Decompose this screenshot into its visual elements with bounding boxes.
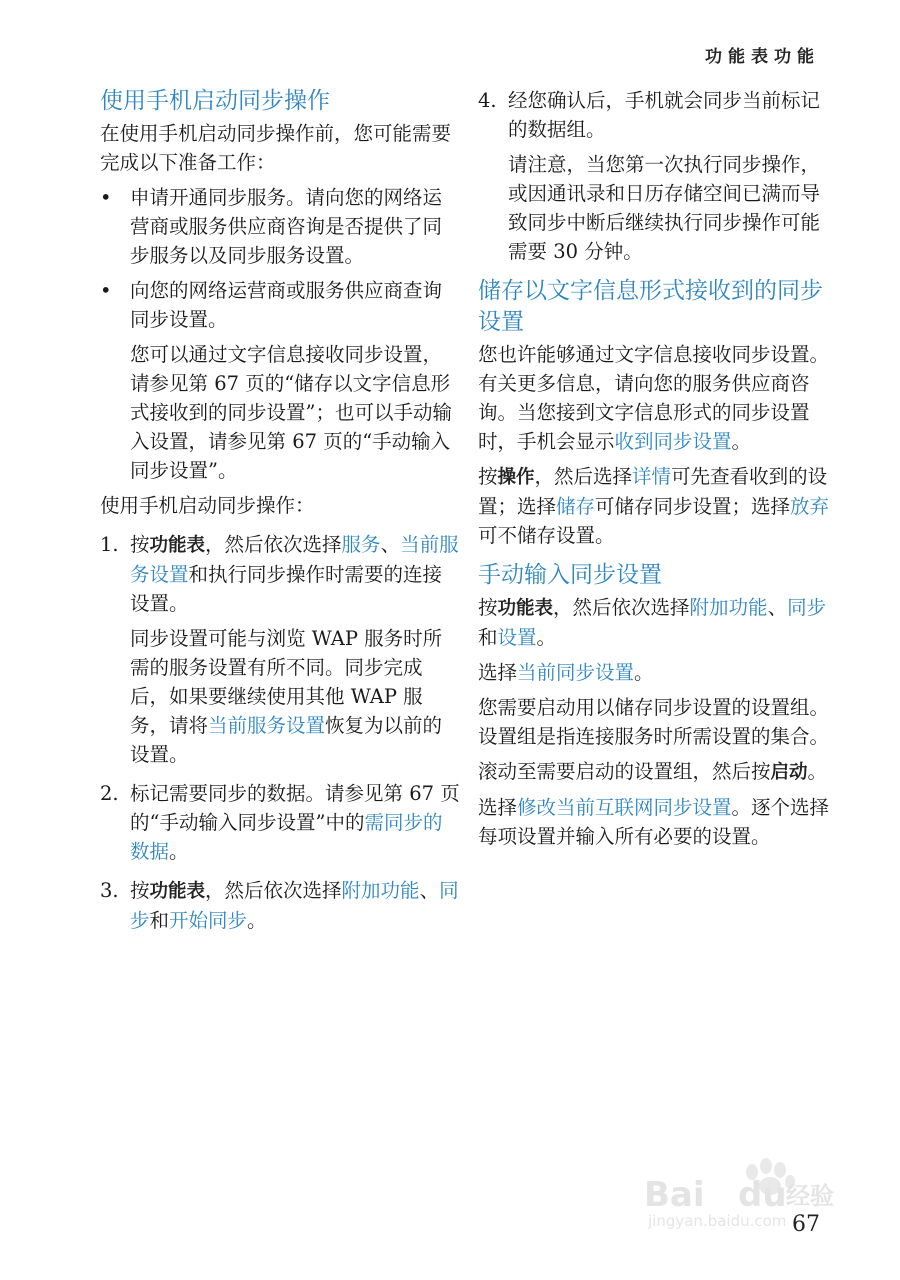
paragraph: [478, 757, 838, 787]
text-run: 标记需要同步的数据。请参见第 67 页的“手动输入同步设置”中的: [130, 782, 460, 834]
text-run: 。: [634, 661, 654, 684]
text-run: 可储存同步设置；选择: [595, 495, 791, 518]
paragraph: [478, 658, 838, 687]
step-2: [100, 779, 460, 866]
paragraph: [478, 340, 838, 456]
menu-term-link: 修改当前互联网同步设置: [517, 796, 732, 819]
text-run: 您也许能够通过文字信息接收同步设置。有关更多信息，请向您的服务供应商咨询。当您接到文字信息形式的同步设置时，手机会显示: [478, 343, 830, 453]
menu-term-link: 附加功能: [341, 879, 420, 902]
menu-term-link: 同步: [787, 596, 827, 619]
paragraph: [478, 793, 838, 851]
menu-term-link: 需同步的数据: [130, 811, 443, 863]
text-run: 选择: [478, 796, 518, 819]
text-run: 。: [536, 626, 557, 649]
menu-term-link: 当前服务设置: [130, 533, 459, 586]
step-number: 4.: [478, 89, 497, 112]
text-run: 恢复为以前的设置。: [130, 714, 443, 766]
section-heading-manual-sync-settings: 手动输入同步设置: [478, 562, 662, 588]
menu-term-link: 设置: [497, 626, 537, 649]
step-number: 3.: [100, 879, 119, 902]
step-number: 1.: [100, 533, 119, 556]
text-run: ，然后依次选择: [205, 533, 342, 556]
text-run: 、: [419, 879, 440, 902]
intro-paragraph: 在使用手机启动同步操作前，您可能需要完成以下准备工作：: [100, 122, 452, 174]
step-subtext: [130, 624, 460, 769]
bullet-item: [100, 183, 460, 270]
menu-term-link: 储存: [556, 495, 596, 518]
text-run: 可不储存设置。: [478, 524, 615, 547]
menu-term-link: 收到同步设置: [614, 430, 732, 453]
svg-text:Bai: Bai: [644, 1175, 705, 1215]
text-run: 。: [247, 909, 267, 932]
text-run: 。: [731, 430, 752, 453]
step-4: [478, 86, 838, 266]
paragraph: [478, 462, 838, 550]
running-header: 功能表功能: [705, 47, 820, 67]
text-run: ，然后依次选择: [205, 879, 342, 902]
text-run: 。: [169, 840, 189, 863]
softkey-label: 功能表: [149, 535, 206, 556]
softkey-label: 操作: [497, 467, 535, 488]
text-run: 按: [130, 879, 150, 902]
menu-term-link: 开始同步: [169, 909, 248, 932]
step-text: [130, 779, 460, 866]
step-1: [100, 530, 460, 769]
bullet-subtext: 您可以通过文字信息接收同步设置，请参见第 67 页的“储存以文字信息形式接收到的同步设置”；也可以手动输入设置，请参见第 67 页的“手动输入同步设置”。: [130, 343, 452, 482]
text-run: 。: [807, 760, 828, 783]
paragraph: 您需要启动用以储存同步设置的设置组。设置组是指连接服务时所需设置的集合。: [478, 696, 830, 748]
text-run: 可先查看收到的设置；选择: [478, 465, 828, 518]
bullet-marker: •: [100, 279, 112, 302]
text-run: 、: [380, 533, 401, 556]
bullet-text: 向您的网络运营商或服务供应商查询同步设置。: [130, 279, 443, 331]
steps-intro: 使用手机启动同步操作：: [100, 494, 315, 517]
step-text: [130, 530, 460, 618]
text-run: 和执行同步操作时需要的连接设置。: [130, 563, 443, 615]
menu-term-link: 详情: [632, 465, 672, 488]
step-note: 请注意，当您第一次执行同步操作，或因通讯录和日历存储空间已满而导致同步中断后继续执行同步操作可能需要 30 分钟。: [508, 153, 821, 263]
right-column: [478, 86, 838, 857]
text-run: 同步设置可能与浏览 WAP 服务时所需的服务设置有所不同。同步完成后，如果要继续使用其他 WAP 服务，请将: [130, 627, 443, 737]
paragraph: [478, 593, 838, 652]
softkey-label: 功能表: [497, 598, 554, 619]
left-column: [100, 86, 460, 941]
menu-term-link: 服务: [341, 533, 381, 556]
text-run: 、: [767, 596, 788, 619]
softkey-label: 功能表: [149, 881, 206, 902]
text-run: 按: [478, 465, 498, 488]
menu-term-link: 同步: [130, 879, 459, 932]
svg-text:du: du: [738, 1175, 787, 1215]
text-run: 和: [478, 626, 498, 649]
step-text: 经您确认后，手机就会同步当前标记的数据组。: [508, 89, 821, 141]
section-heading-start-sync: 使用手机启动同步操作: [100, 88, 330, 114]
text-run: 选择: [478, 661, 518, 684]
section-heading-store-sms-settings: 储存以文字信息形式接收到的同步设置: [478, 278, 823, 335]
page-number: 67: [792, 1212, 820, 1237]
text-run: 按: [478, 596, 498, 619]
step-number: 2.: [100, 782, 119, 805]
softkey-label: 启动: [770, 762, 808, 783]
menu-term-link: 附加功能: [689, 596, 768, 619]
text-run: 按: [130, 533, 150, 556]
text-run: 滚动至需要启动的设置组，然后按: [478, 760, 771, 783]
text-run: ，然后选择: [534, 465, 633, 488]
text-run: ，然后依次选择: [553, 596, 690, 619]
text-run: 。逐个选择每项设置并输入所有必要的设置。: [478, 796, 830, 848]
bullet-item: [100, 276, 460, 485]
menu-term-link: 当前服务设置: [208, 714, 326, 737]
menu-term-link: 当前同步设置: [517, 661, 635, 684]
menu-term-link: 放弃: [790, 495, 830, 518]
step-3: [100, 876, 460, 935]
bullet-marker: •: [100, 186, 112, 209]
svg-text:jingyan.baidu.com: jingyan.baidu.com: [648, 1212, 787, 1230]
step-text: [130, 876, 460, 935]
bullet-text: 申请开通同步服务。请向您的网络运营商或服务供应商咨询是否提供了同步服务以及同步服务设置。: [130, 186, 443, 267]
text-run: 和: [149, 909, 170, 932]
svg-text:经验: 经验: [786, 1182, 834, 1210]
